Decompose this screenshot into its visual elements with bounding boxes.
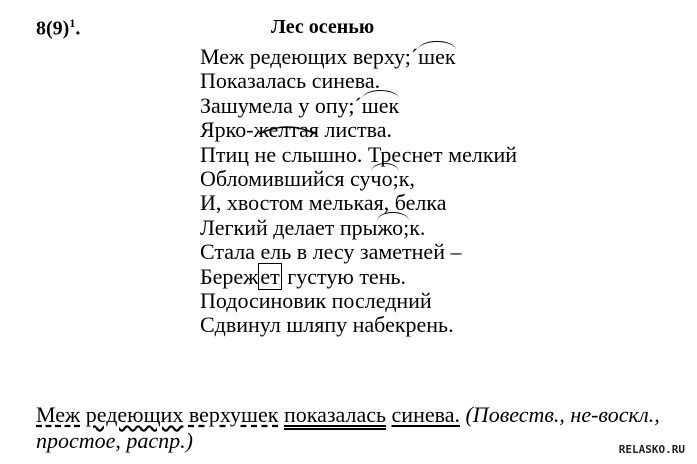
- poem-line-10: Бережет густую тень.: [200, 263, 406, 289]
- poem-line-8: Легкий делает прыжо;к.: [200, 214, 426, 240]
- word-pokazalas: показалась: [283, 402, 387, 427]
- poem-line-7: И, хвостом мелькая, белка: [200, 190, 447, 216]
- poem-title: Лес осенью: [271, 16, 375, 38]
- poem-line-2: Показалась синева.: [200, 68, 381, 94]
- poem-line-9: Стала ель в лесу заметней –: [200, 239, 462, 265]
- watermark: RELASKO.RU: [618, 443, 685, 456]
- poem-line-11: Подосиновик последний: [200, 287, 432, 313]
- poem-line-1: Меж редеющих верху;´шек: [200, 44, 456, 69]
- ending-box: ет: [260, 263, 280, 289]
- poem: [200, 45, 517, 338]
- poem-line-3: Зашумела у опу;´шек: [200, 92, 400, 118]
- word-redeyushchikh: редеющих: [85, 402, 184, 427]
- exercise-number: $8(9)^1$.: [36, 16, 81, 40]
- word-verkhushek: верхушек: [188, 402, 279, 427]
- poem-line-4: Ярко-желтая листва.: [200, 117, 392, 143]
- word-mezh: Меж: [36, 402, 81, 427]
- poem-line-5: Птиц не слышно. Треснет мелкий: [200, 141, 518, 167]
- poem-line-6: Обломившийся сучо;к,: [200, 165, 415, 191]
- word-sineva: синева.: [391, 402, 460, 427]
- grammar-note: (Повеств., не-воскл., простое, распр.): [36, 402, 660, 453]
- poem-line-12: Сдвинул шляпу набекрень.: [200, 312, 454, 338]
- sentence-analysis: [36, 402, 676, 454]
